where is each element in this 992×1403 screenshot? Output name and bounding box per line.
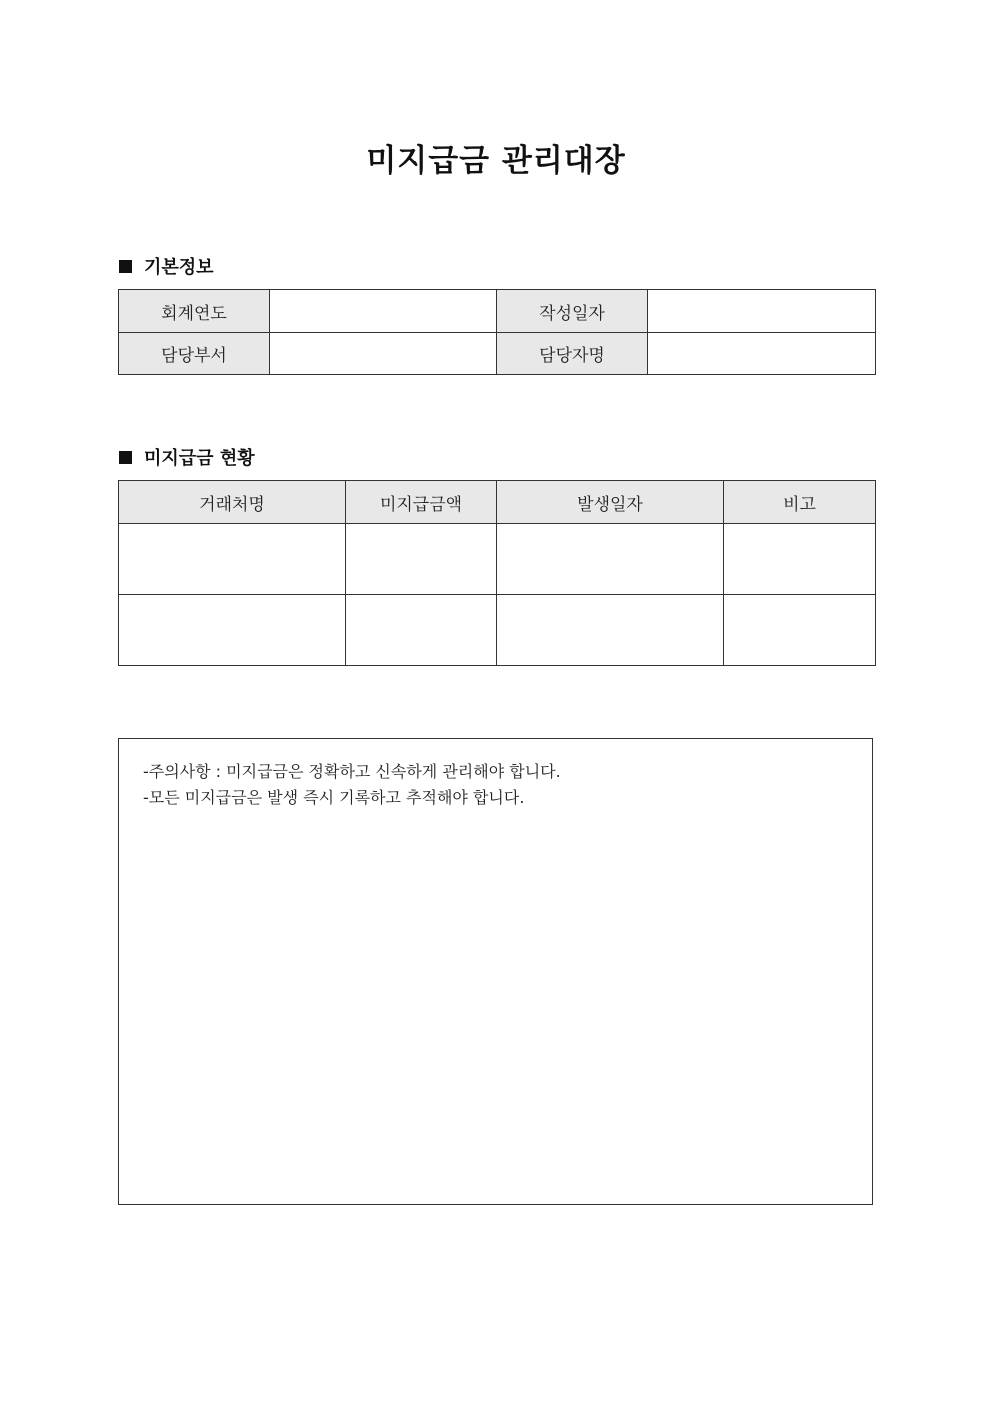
square-bullet-icon (119, 260, 132, 273)
created-date-field[interactable] (648, 290, 876, 333)
notes-box[interactable] (118, 738, 873, 1205)
date-cell[interactable] (497, 595, 724, 666)
fiscal-year-field[interactable] (270, 290, 497, 333)
fiscal-year-label: 회계연도 (119, 290, 270, 333)
page-title: 미지급금 관리대장 (366, 143, 626, 179)
column-header-date: 발생일자 (497, 481, 724, 524)
manager-name-label: 담당자명 (497, 333, 648, 375)
vendor-cell[interactable] (119, 595, 346, 666)
column-header-vendor: 거래처명 (119, 481, 346, 524)
payables-table (118, 480, 876, 666)
basic-info-table (118, 289, 876, 375)
section-heading-label: 기본정보 (144, 257, 214, 278)
table-row (119, 595, 876, 666)
manager-name-field[interactable] (648, 333, 876, 375)
created-date-label: 작성일자 (497, 290, 648, 333)
table-row (119, 333, 876, 375)
section-heading-basic-info (119, 253, 214, 279)
vendor-cell[interactable] (119, 524, 346, 595)
section-heading-status (119, 444, 255, 470)
department-field[interactable] (270, 333, 497, 375)
column-header-amount: 미지급금액 (346, 481, 497, 524)
remarks-cell[interactable] (724, 524, 876, 595)
amount-cell[interactable] (346, 524, 497, 595)
amount-cell[interactable] (346, 595, 497, 666)
table-row (119, 290, 876, 333)
section-heading-label: 미지급금 현황 (144, 448, 255, 469)
date-cell[interactable] (497, 524, 724, 595)
table-header-row (119, 481, 876, 524)
table-row (119, 524, 876, 595)
department-label: 담당부서 (119, 333, 270, 375)
note-line-caution: -주의사항 : 미지급금은 정확하고 신속하게 관리해야 합니다. (143, 762, 561, 781)
remarks-cell[interactable] (724, 595, 876, 666)
square-bullet-icon (119, 451, 132, 464)
column-header-remarks: 비고 (724, 481, 876, 524)
note-line-record: -모든 미지급금은 발생 즉시 기록하고 추적해야 합니다. (143, 788, 525, 807)
